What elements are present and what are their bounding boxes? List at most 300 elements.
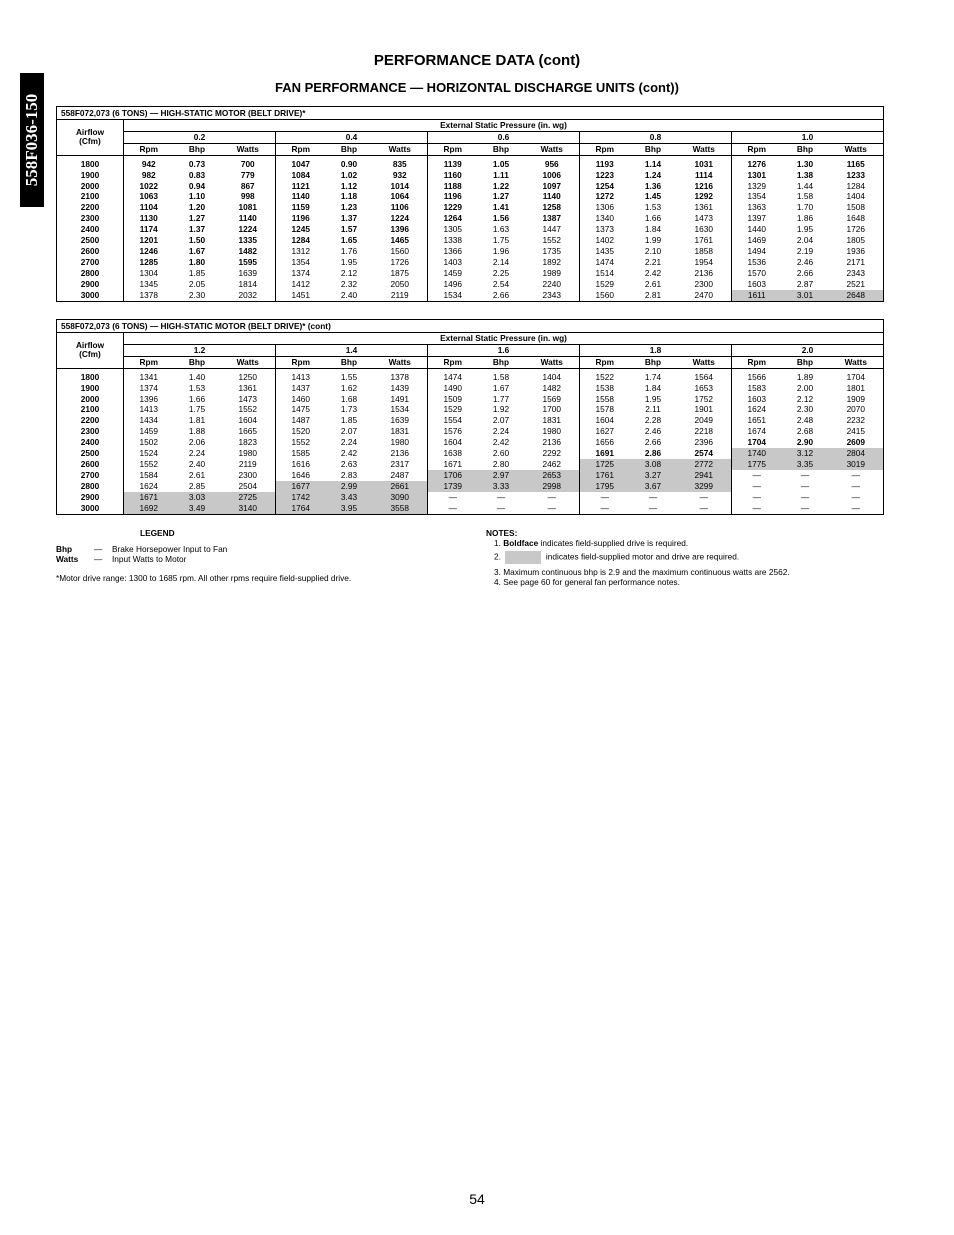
table-cell: 2.46 (796, 256, 814, 267)
table-cell: 1340 (595, 213, 614, 224)
table-cell: 2521 (829, 279, 884, 290)
table-cell: 1739 (428, 481, 478, 492)
table-cell: 1047 (291, 158, 310, 169)
airflow-cell: 1800 (57, 368, 124, 382)
table-cell: 2.05 (188, 278, 206, 289)
table-cell: 2.30 (796, 404, 814, 415)
table-cell: 2.28 (644, 415, 662, 426)
airflow-header (57, 120, 124, 156)
table-cell: 2.61 (644, 278, 662, 289)
table-cell: 2.68 (796, 426, 814, 437)
airflow-cell: 2500 (57, 448, 124, 459)
table-cell: 2.99 (326, 481, 373, 492)
table-cell: 1.80 (188, 256, 206, 267)
table-cell: 3140 (221, 503, 276, 514)
column-label: Watts (221, 356, 276, 368)
header-row (57, 120, 884, 132)
table-cell: 1.37 (188, 224, 206, 235)
column-label: Bhp (782, 356, 829, 368)
table-cell: 2136 (373, 448, 428, 459)
table-cell: 1775 (732, 459, 782, 470)
table-cell: — (600, 491, 609, 502)
table-cell: 1554 (443, 415, 462, 426)
table-cell: 2504 (221, 481, 276, 492)
table-cell: 1335 (221, 235, 276, 246)
table-cell: — (677, 492, 732, 503)
table-cell: 1.53 (188, 382, 206, 393)
table-cell: — (525, 503, 580, 514)
table-cell: 1.23 (340, 202, 358, 213)
table-cell: 1534 (428, 290, 478, 301)
table-cell: 1.75 (492, 235, 510, 246)
esp-header: External Static Pressure (in. wg) (124, 120, 884, 132)
table-cell: 3.12 (782, 448, 829, 459)
table-cell: 2.10 (644, 245, 662, 256)
table-cell: — (580, 503, 630, 514)
table-cell: 1474 (595, 256, 614, 267)
table-cell: 1165 (829, 155, 884, 169)
table-row (57, 170, 884, 181)
table-cell: 1665 (221, 426, 276, 437)
table-cell: 1653 (677, 383, 732, 394)
page-number: 54 (469, 1191, 485, 1207)
table-cell: 1447 (525, 224, 580, 235)
table-cell: 1761 (677, 235, 732, 246)
column-label: Watts (677, 143, 732, 155)
table-cell: 1474 (443, 371, 462, 382)
table-cell: 1.62 (340, 382, 358, 393)
table-cell: 1552 (291, 437, 310, 448)
header-row (57, 333, 884, 345)
table-cell: — (752, 480, 761, 491)
table-cell: 1193 (595, 158, 614, 169)
table-cell: 1604 (595, 415, 614, 426)
table-row (57, 224, 884, 235)
table-cell: 2.97 (478, 470, 525, 481)
table-cell: 1413 (139, 404, 158, 415)
table-cell: 2070 (829, 404, 884, 415)
column-label: Bhp (478, 143, 525, 155)
table-caption: 558F072,073 (6 TONS) — HIGH-STATIC MOTOR (BELT DRIVE)* (cont) (57, 320, 884, 333)
table-cell: 2415 (829, 426, 884, 437)
table-cell: 1.27 (188, 213, 206, 224)
table-cell: 1.14 (644, 158, 662, 169)
table-cell: 1980 (525, 426, 580, 437)
table-cell: 1201 (139, 235, 158, 246)
table-cell: 1936 (829, 246, 884, 257)
table-cell: — (630, 503, 677, 514)
table-cell: 1196 (443, 191, 462, 202)
table-cell: — (800, 469, 810, 480)
table-cell: 1520 (291, 426, 310, 437)
table-cell: 2.07 (492, 415, 510, 426)
table-cell: 1.44 (796, 180, 814, 191)
table-cell: 1174 (139, 224, 158, 235)
table-cell: 1473 (221, 394, 276, 405)
table-cell: 1529 (443, 404, 462, 415)
table-cell: 1.12 (340, 180, 358, 191)
table-cell: 1031 (677, 155, 732, 169)
table-cell: 2136 (525, 437, 580, 448)
table-cell: 1374 (139, 382, 158, 393)
table-cell: 2.04 (796, 235, 814, 246)
table-cell: — (732, 503, 782, 514)
table-cell: 1084 (291, 169, 310, 180)
table-cell: 1858 (677, 246, 732, 257)
table-cell: 1254 (595, 180, 614, 191)
table-cell: 2.81 (630, 290, 677, 301)
table-cell: 2050 (373, 279, 428, 290)
table-cell: 1604 (443, 437, 462, 448)
table-cell: 2.12 (796, 393, 814, 404)
table-cell: 1630 (677, 224, 732, 235)
table-cell: 1627 (595, 426, 614, 437)
table-cell: 932 (373, 170, 428, 181)
table-cell: 2218 (677, 426, 732, 437)
table-row (57, 426, 884, 437)
airflow-label: Airflow (75, 127, 105, 138)
table-cell: 1585 (291, 448, 310, 459)
table-cell: 1160 (443, 169, 462, 180)
column-label-row (57, 143, 884, 155)
table-cell: 1139 (443, 158, 462, 169)
table-cell: 1909 (829, 394, 884, 405)
table-cell: 2171 (829, 257, 884, 268)
airflow-cell: 2700 (57, 470, 124, 481)
table-cell: 2.42 (492, 437, 510, 448)
table-cell: 1584 (139, 469, 158, 480)
legend-desc: Brake Horsepower Input to Fan (112, 544, 228, 554)
column-label: Bhp (174, 356, 221, 368)
note-1 (486, 538, 886, 548)
table-cell: 1.10 (188, 191, 206, 202)
table-cell: 1524 (139, 448, 158, 459)
table-cell: 1761 (580, 470, 630, 481)
table-cell: 1451 (276, 290, 326, 301)
table-cell: 1576 (443, 426, 462, 437)
table-cell: 1006 (525, 170, 580, 181)
table-cell: — (525, 492, 580, 503)
table-cell: 2487 (373, 470, 428, 481)
airflow-cell: 2700 (57, 257, 124, 268)
table-cell: 1130 (139, 213, 158, 224)
table-cell: 1354 (747, 191, 766, 202)
table-cell: 2119 (221, 459, 276, 470)
table-cell: 2.83 (340, 469, 358, 480)
table-cell: 2.85 (188, 480, 206, 491)
airflow-cell: 2800 (57, 268, 124, 279)
notes (486, 528, 886, 587)
table-cell: 1284 (291, 235, 310, 246)
table-cell: 1.96 (492, 245, 510, 256)
table-cell: 1.95 (796, 224, 814, 235)
table-cell: 1.50 (188, 235, 206, 246)
table-cell: — (829, 492, 884, 503)
table-cell: 1354 (291, 256, 310, 267)
column-label: Rpm (580, 356, 630, 368)
table-cell: 2.32 (340, 278, 358, 289)
table-cell: 1.02 (340, 169, 358, 180)
table-cell: 982 (141, 169, 156, 180)
column-label: Watts (677, 356, 732, 368)
notes-heading: NOTES: (486, 528, 518, 538)
table-cell: 1801 (829, 383, 884, 394)
fan-performance-table-1 (56, 106, 884, 302)
table-cell: 1159 (291, 202, 310, 213)
table-cell: 3.01 (782, 290, 829, 301)
table-cell: 1437 (291, 382, 310, 393)
table-cell: 1534 (373, 404, 428, 415)
table-cell: 1.53 (644, 202, 662, 213)
table-cell: 1469 (747, 235, 766, 246)
table-cell: 2.24 (188, 448, 206, 459)
table-cell: 1560 (373, 246, 428, 257)
table-cell: 1272 (595, 191, 614, 202)
note-1-text: indicates field-supplied drive is required. (538, 538, 689, 548)
table-cell: 1764 (276, 503, 326, 514)
note-1-number: 1. (494, 538, 501, 548)
table-cell: 3.03 (174, 492, 221, 503)
table-cell: 1.84 (644, 224, 662, 235)
table-cell: 2300 (677, 279, 732, 290)
table-cell: 1892 (525, 257, 580, 268)
airflow-cell: 2000 (57, 181, 124, 192)
table-cell: 1292 (677, 191, 732, 202)
table-cell: 1.40 (188, 371, 206, 382)
table-cell: 1558 (595, 393, 614, 404)
pressure-header: 0.6 (428, 131, 580, 143)
table-cell: 1460 (291, 393, 310, 404)
table-cell: 1229 (443, 202, 462, 213)
airflow-cell: 2100 (57, 404, 124, 415)
table-cell: 1.81 (188, 415, 206, 426)
table-cell: 1509 (443, 393, 462, 404)
table-cell: 1795 (580, 481, 630, 492)
table-cell: 1595 (221, 257, 276, 268)
table-cell: 1814 (221, 279, 276, 290)
table-cell: 1482 (221, 246, 276, 257)
table-cell: 3.95 (326, 503, 373, 514)
table-cell: 1361 (221, 383, 276, 394)
table-caption: 558F072,073 (6 TONS) — HIGH-STATIC MOTOR (BELT DRIVE)* (57, 107, 884, 120)
table-cell: 2.63 (340, 458, 358, 469)
airflow-unit: (Cfm) (79, 136, 101, 147)
table-cell: 1475 (291, 404, 310, 415)
pressure-header: 0.4 (276, 131, 428, 143)
table-cell: 998 (221, 191, 276, 202)
table-cell: 2300 (221, 470, 276, 481)
table-cell: 3.35 (782, 459, 829, 470)
table-cell: 1097 (525, 181, 580, 192)
table-cell: 1387 (525, 213, 580, 224)
table-cell: 3090 (373, 492, 428, 503)
table-cell: 1.22 (492, 180, 510, 191)
table-cell: 1578 (595, 404, 614, 415)
table-cell: 1473 (677, 213, 732, 224)
table-cell: 779 (221, 170, 276, 181)
table-cell: 1301 (747, 169, 766, 180)
table-cell: 1.74 (644, 371, 662, 382)
table-cell: 1677 (276, 481, 326, 492)
table-cell: 1022 (139, 180, 158, 191)
table-cell: 1285 (139, 256, 158, 267)
airflow-cell: 2900 (57, 279, 124, 290)
table-cell: 1305 (443, 224, 462, 235)
table-cell: 1604 (221, 415, 276, 426)
table-cell: 1.36 (644, 180, 662, 191)
table-cell: — (829, 503, 884, 514)
table-cell: 1805 (829, 235, 884, 246)
table-cell: 1536 (747, 256, 766, 267)
pressure-row (57, 344, 884, 356)
table-cell: 1341 (139, 371, 158, 382)
table-cell: 2772 (677, 459, 732, 470)
table-cell: 1.58 (796, 191, 814, 202)
table-cell: — (829, 470, 884, 481)
table-cell: 1413 (291, 371, 310, 382)
column-label: Bhp (326, 356, 373, 368)
table-cell: 2.48 (796, 415, 814, 426)
table-cell: 1725 (580, 459, 630, 470)
table-cell: 1.63 (492, 224, 510, 235)
table-cell: 1224 (373, 213, 428, 224)
table-row (57, 290, 884, 301)
table-cell: 1831 (525, 415, 580, 426)
airflow-cell: 1800 (57, 155, 124, 169)
column-label: Bhp (326, 143, 373, 155)
column-label: Bhp (782, 143, 829, 155)
table-cell: 3.43 (326, 492, 373, 503)
table-cell: — (752, 491, 761, 502)
table-cell: 1.95 (644, 393, 662, 404)
table-cell: 1081 (221, 202, 276, 213)
table-cell: 1361 (677, 202, 732, 213)
airflow-cell: 3000 (57, 290, 124, 301)
side-tab-label: 558F036-150 (22, 93, 41, 187)
airflow-cell: 3000 (57, 503, 124, 514)
table-cell: 1.88 (188, 426, 206, 437)
table-cell: 1735 (525, 246, 580, 257)
table-cell: 1439 (373, 383, 428, 394)
column-label: Rpm (732, 143, 782, 155)
table-cell: 1570 (747, 267, 766, 278)
table-cell: 1140 (221, 213, 276, 224)
table-cell: 1.92 (492, 404, 510, 415)
table-cell: 1246 (139, 245, 158, 256)
table-row (57, 383, 884, 394)
column-label: Watts (221, 143, 276, 155)
table-cell: 2032 (221, 290, 276, 301)
table-cell: 2.30 (174, 290, 221, 301)
table-cell: 2.80 (492, 458, 510, 469)
table-row (57, 470, 884, 481)
table-cell: 2661 (373, 481, 428, 492)
table-cell: 2.42 (340, 448, 358, 459)
legend-item (56, 544, 476, 554)
table-cell: 1304 (139, 267, 158, 278)
table-cell: 2317 (373, 459, 428, 470)
table-cell: 835 (373, 155, 428, 169)
note-4: 4. See page 60 for general fan performance notes. (494, 577, 680, 587)
table-cell: 1.76 (340, 245, 358, 256)
note-3: 3. Maximum continuous bhp is 2.9 and the maximum continuous watts are 2562. (494, 567, 790, 577)
airflow-unit: (Cfm) (79, 349, 101, 360)
table-cell: 2.66 (644, 437, 662, 448)
table-row (57, 246, 884, 257)
table-cell: 1.56 (492, 213, 510, 224)
table-cell: 1063 (139, 191, 158, 202)
pressure-header: 1.4 (276, 344, 428, 356)
table-cell: 1522 (595, 371, 614, 382)
table-cell: 1487 (291, 415, 310, 426)
table-cell: 1.99 (644, 235, 662, 246)
table-cell: 1.77 (492, 393, 510, 404)
table-cell: 2049 (677, 415, 732, 426)
table-cell: 1901 (677, 404, 732, 415)
table-cell: — (428, 503, 478, 514)
table-cell: 0.90 (340, 158, 358, 169)
table-row (57, 202, 884, 213)
table-cell: 867 (221, 181, 276, 192)
table-cell: 1491 (373, 394, 428, 405)
table-cell: 1954 (677, 257, 732, 268)
column-label: Rpm (124, 143, 174, 155)
table-row (57, 191, 884, 202)
table-cell: — (782, 503, 829, 514)
airflow-cell: 2300 (57, 213, 124, 224)
table-row (57, 459, 884, 470)
table-cell: 1651 (747, 415, 766, 426)
table-cell: 1552 (139, 458, 158, 469)
pressure-header: 1.0 (732, 131, 884, 143)
table-cell: 1404 (829, 191, 884, 202)
table-cell: 1566 (747, 371, 766, 382)
table-cell: 2.46 (644, 426, 662, 437)
column-label: Watts (373, 356, 428, 368)
table-cell: 1674 (747, 426, 766, 437)
table-cell: 1.89 (796, 371, 814, 382)
column-label: Watts (829, 143, 884, 155)
table-cell: 2574 (677, 448, 732, 459)
pressure-header: 1.6 (428, 344, 580, 356)
table-cell: 1.67 (492, 382, 510, 393)
table-cell: — (677, 503, 732, 514)
airflow-cell: 2000 (57, 394, 124, 405)
table-cell: 2.42 (644, 267, 662, 278)
table-cell: 2.11 (645, 404, 661, 415)
shading-swatch (505, 551, 541, 564)
table-cell: 1704 (829, 368, 884, 382)
table-cell: 1875 (373, 268, 428, 279)
table-cell: 1373 (595, 224, 614, 235)
table-cell: 1329 (747, 180, 766, 191)
column-label: Bhp (174, 143, 221, 155)
table-cell: 1140 (525, 191, 580, 202)
table-cell: 1624 (139, 480, 158, 491)
note-2-text: indicates field-supplied motor and drive are required. (545, 551, 740, 562)
table-cell: 1980 (373, 437, 428, 448)
table-cell: 2.40 (326, 290, 373, 301)
table-row (57, 394, 884, 405)
table-cell: 1.65 (340, 235, 358, 246)
table-cell: 2343 (829, 268, 884, 279)
table-cell: 2.90 (796, 437, 814, 448)
table-cell: 3.08 (630, 459, 677, 470)
table-cell: 0.73 (188, 158, 206, 169)
table-cell: 1.38 (796, 169, 814, 180)
table-cell: 942 (141, 158, 156, 169)
table-cell: 1.85 (340, 415, 358, 426)
